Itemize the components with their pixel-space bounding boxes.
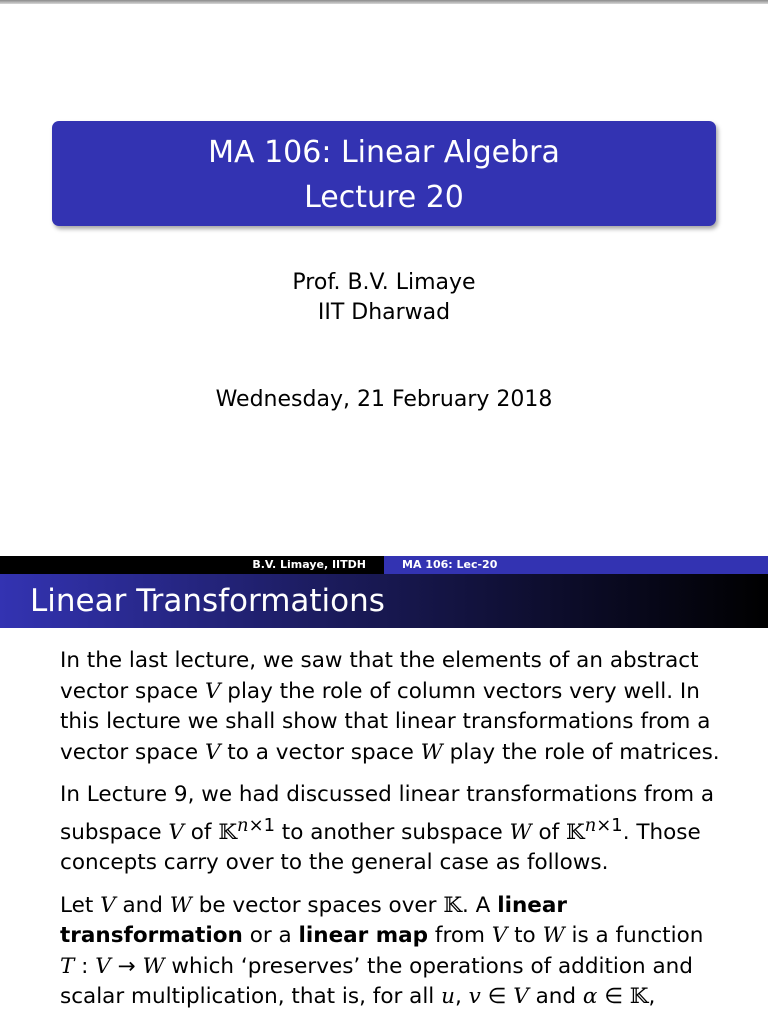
paragraph-intro: In the last lecture, we saw that the elements of an abstract vector space V play the role of column vectors very well. In this lecture we shall show that linear transformations from a vector space V to a vector space W play the role of matrices.: [60, 648, 720, 765]
footline-course: MA 106: Lec-20: [384, 556, 768, 574]
title-block: [52, 121, 716, 226]
lecture-title: MA 106: Linear Algebra: [208, 135, 560, 170]
paragraph-definition: Let V and W be vector spaces over 𝕂. A linear transformation or a linear map from V to W is a function T : V → W which ‘preserves’ the operations of addition and scalar multiplication, that is, for all u, v ∈ V and α ∈ 𝕂,: [60, 892, 704, 1010]
lecture-number: Lecture 20: [304, 180, 464, 215]
author-name: Prof. B.V. Limaye: [292, 270, 476, 295]
lecture-date: Wednesday, 21 February 2018: [215, 387, 553, 412]
footline-author: B.V. Limaye, IITDH: [0, 556, 384, 574]
slide-content: [60, 646, 720, 1025]
footline: [0, 556, 768, 574]
top-border: [0, 0, 768, 4]
frame-title: Linear Transformations: [0, 574, 768, 628]
paragraph-lecture9: In Lecture 9, we had discussed linear transformations from a subspace V of 𝕂$^{n\times 1}$ to another subspace W of 𝕂$^{n\times 1}$. Those concepts carry over to the general case as follows.: [60, 782, 715, 876]
institute-name: IIT Dharwad: [317, 300, 451, 325]
author-block: [0, 268, 768, 328]
